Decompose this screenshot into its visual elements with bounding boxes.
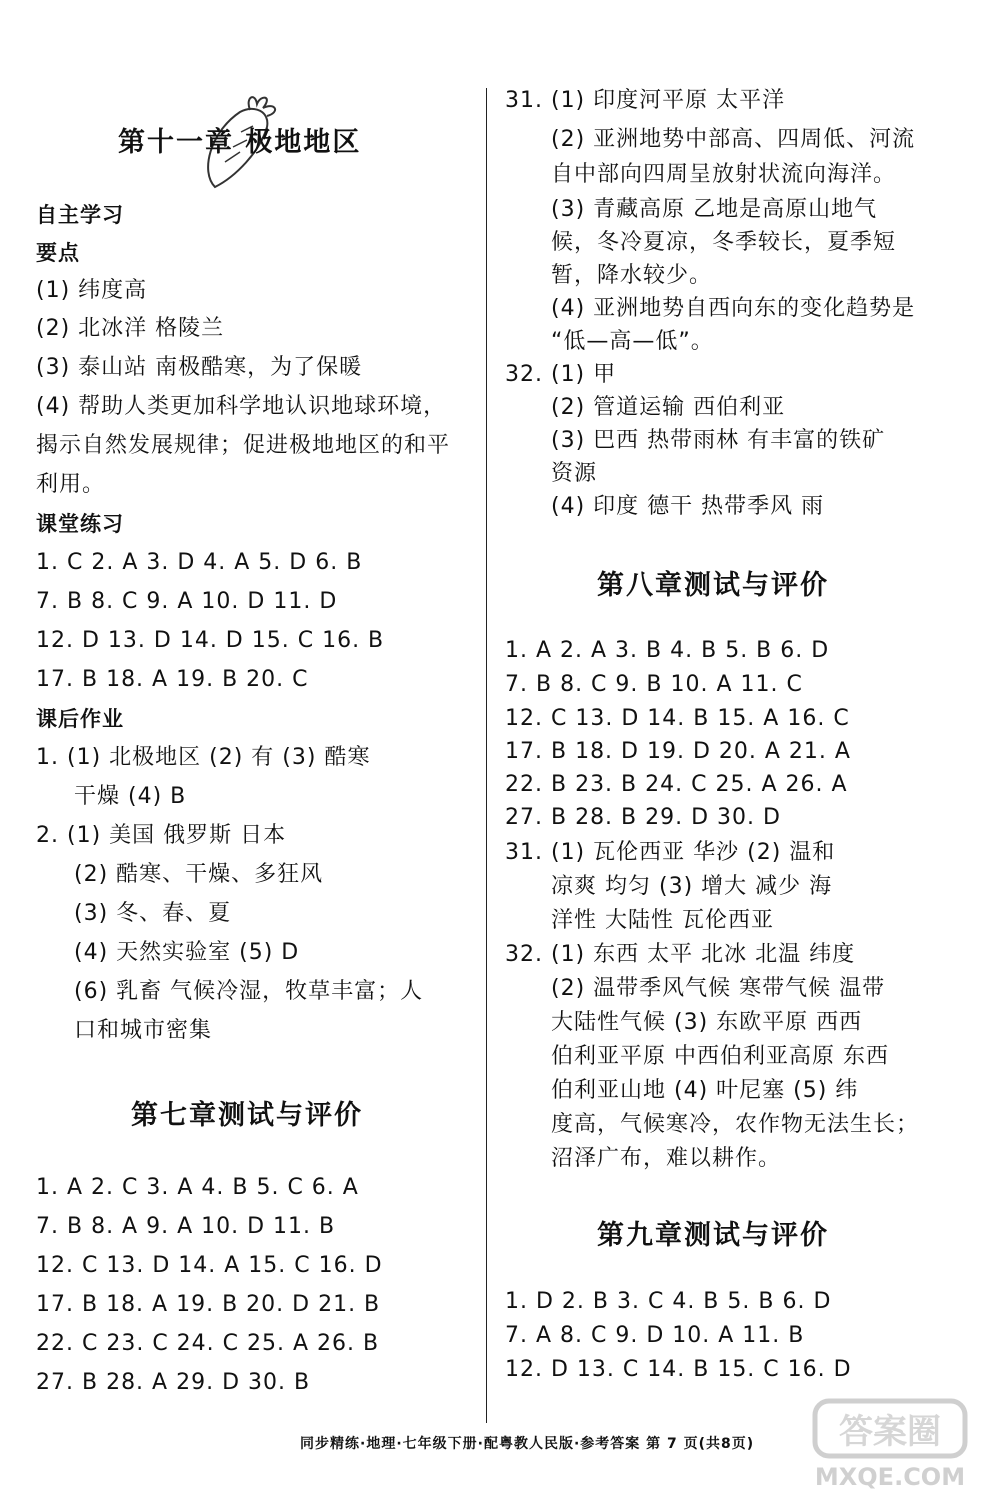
answer-line: “低—高—低”。	[551, 329, 714, 354]
answer-line: (2) 管道运输 西伯利亚	[551, 395, 786, 420]
watermark-text: MXQE.COM	[814, 1463, 966, 1491]
answer-row: 1. A 2. A 3. B 4. B 5. B 6. D	[505, 638, 830, 663]
answer-row: 1. A 2. C 3. A 4. B 5. C 6. A	[36, 1175, 359, 1200]
answer-row: 1. D 2. B 3. C 4. B 5. B 6. D	[505, 1289, 832, 1314]
chapter11-title: 第十一章 极地地区	[118, 127, 362, 158]
answer-row: 12. C 13. D 14. B 15. A 16. C	[505, 706, 850, 731]
answer-line: 2. (1) 美国 俄罗斯 日本	[36, 823, 287, 848]
class-practice-heading: 课堂练习	[36, 512, 124, 536]
answer-line: 沼泽广布，难以耕作。	[551, 1146, 782, 1171]
answer-line: 暂，降水较少。	[551, 263, 713, 288]
answer-row: 17. B 18. D 19. D 20. A 21. A	[505, 739, 851, 764]
answer-row: 7. A 8. C 9. D 10. A 11. B	[505, 1323, 805, 1348]
answer-line: 32. (1) 甲	[505, 362, 617, 387]
answer-row: 7. B 8. C 9. B 10. A 11. C	[505, 672, 803, 697]
answer-line: (3) 巴西 热带雨林 有丰富的铁矿	[551, 428, 886, 453]
answer-line: 1. (1) 北极地区 (2) 有 (3) 酷寒	[36, 745, 371, 770]
answer-line: (3) 冬、春、夏	[74, 901, 232, 926]
answer-line: (4) 天然实验室 (5) D	[74, 940, 300, 965]
answer-line: 31. (1) 印度河平原 太平洋	[505, 88, 786, 113]
answer-line: 揭示自然发展规律；促进极地地区的和平	[36, 433, 451, 458]
answer-line: (4) 印度 德干 热带季风 雨	[551, 494, 825, 519]
answer-row: 27. B 28. B 29. D 30. D	[505, 805, 781, 830]
answer-row: 1. C 2. A 3. D 4. A 5. D 6. B	[36, 550, 363, 575]
answer-line: (1) 纬度高	[36, 278, 148, 303]
answer-line: 候，冬冷夏凉，冬季较长，夏季短	[551, 230, 897, 255]
chapter7-title: 第七章测试与评价	[131, 1100, 363, 1131]
answer-line: 32. (1) 东西 太平 北冰 北温 纬度	[505, 942, 856, 967]
answer-line: (2) 亚洲地势中部高、四周低、河流	[551, 127, 916, 152]
answer-line: 利用。	[36, 472, 106, 497]
answer-line: (3) 青藏高原 乙地是高原山地气	[551, 197, 878, 222]
answer-line: 31. (1) 瓦伦西亚 华沙 (2) 温和	[505, 840, 836, 865]
answer-row: 17. B 18. A 19. B 20. D 21. B	[36, 1292, 381, 1317]
answer-line: 资源	[551, 461, 598, 486]
watermark-logo	[805, 1393, 975, 1493]
answer-line: 凉爽 均匀 (3) 增大 减少 海	[551, 874, 833, 899]
answer-row: 12. D 13. D 14. D 15. C 16. B	[36, 628, 385, 653]
answer-line: (3) 泰山站 南极酷寒，为了保暖	[36, 355, 363, 380]
answer-row: 27. B 28. A 29. D 30. B	[36, 1370, 311, 1395]
answer-line: 自中部向四周呈放射状流向海洋。	[551, 162, 897, 187]
answer-line: 干燥 (4) B	[74, 784, 187, 809]
answer-line: (2) 北冰洋 格陵兰	[36, 316, 225, 341]
answer-line: (4) 亚洲地势自西向东的变化趋势是	[551, 296, 916, 321]
answer-line: 口和城市密集	[74, 1018, 213, 1043]
answer-row: 22. C 23. C 24. C 25. A 26. B	[36, 1331, 380, 1356]
key-points-heading: 要点	[36, 241, 80, 265]
answer-row: 17. B 18. A 19. B 20. C	[36, 667, 309, 692]
answer-line: (2) 温带季风气候 寒带气候 温带	[551, 976, 886, 1001]
self-study-heading: 自主学习	[36, 203, 124, 227]
answer-line: 伯利亚平原 中西伯利亚高原 东西	[551, 1044, 889, 1069]
answer-row: 7. B 8. A 9. A 10. D 11. B	[36, 1214, 336, 1239]
chapter8-title: 第八章测试与评价	[597, 570, 829, 601]
answer-line: 伯利亚山地 (4) 叶尼塞 (5) 纬	[551, 1078, 859, 1103]
svg-text:答案圈: 答案圈	[839, 1412, 941, 1452]
answer-row: 12. D 13. C 14. B 15. C 16. D	[505, 1357, 852, 1382]
answer-line: (4) 帮助人类更加科学地认识地球环境，	[36, 394, 447, 419]
answer-row: 7. B 8. C 9. A 10. D 11. D	[36, 589, 338, 614]
answer-line: 度高，气候寒冷，农作物无法生长；	[551, 1112, 920, 1137]
page-footer: 同步精练·地理·七年级下册·配粤教人民版·参考答案 第 7 页(共8页)	[300, 1436, 755, 1452]
answer-row: 22. B 23. B 24. C 25. A 26. A	[505, 772, 848, 797]
column-divider	[486, 88, 487, 1423]
homework-heading: 课后作业	[36, 707, 124, 731]
answer-line: (6) 乳畜 气候冷湿，牧草丰富；人	[74, 979, 424, 1004]
answer-line: 洋性 大陆性 瓦伦西亚	[551, 908, 774, 933]
answer-line: (2) 酷寒、干燥、多狂风	[74, 862, 324, 887]
answer-row: 12. C 13. D 14. A 15. C 16. D	[36, 1253, 383, 1278]
answer-line: 大陆性气候 (3) 东欧平原 西西	[551, 1010, 863, 1035]
chapter9-title: 第九章测试与评价	[597, 1220, 829, 1251]
